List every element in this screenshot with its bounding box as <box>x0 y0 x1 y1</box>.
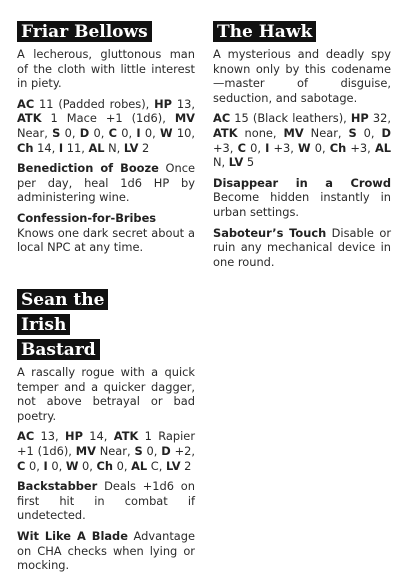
ability <box>17 479 195 523</box>
card-title: The Hawk <box>213 21 316 42</box>
ability-name: Benediction of Booze <box>17 161 159 176</box>
ability-text: Deals +1d6 on first hit in combat if undetected. <box>17 479 195 523</box>
ability <box>213 226 391 270</box>
ability-text: Become hidden instantly in urban settings. <box>213 190 391 219</box>
stat-block: AC 15 (Black leathers), HP 32, ATK none, MV Near, S 0, D +3, C 0, I +3, W 0, Ch +3, AL N, LV 5 <box>213 111 392 170</box>
ability <box>213 176 391 220</box>
stat-block: AC 13, HP 14, ATK 1 Rapier +1 (1d6), MV Near, S 0, D +2, C 0, I 0, W 0, Ch 0, AL C, LV 2 <box>17 429 195 473</box>
ability <box>17 529 195 573</box>
card-description: A mysterious and deadly spy known only by this codename—master of disguise, seduction, and sabotage. <box>213 47 391 105</box>
card-friar-bellows <box>17 20 195 261</box>
card-description: A rascally rogue with a quick temper and a quicker dagger, not above betrayal or bad poetry. <box>17 365 195 423</box>
card-sean-the-irish-bastard <box>17 288 195 579</box>
ability-name: Wit Like A Blade <box>17 528 128 543</box>
card-description: A lecherous, gluttonous man of the cloth with little interest in piety. <box>17 47 195 91</box>
ability <box>17 211 195 255</box>
ability <box>17 161 195 205</box>
card-the-hawk <box>213 20 391 275</box>
ability-name: Saboteur’s Touch <box>213 225 327 240</box>
ability-text: Once per day, heal 1d6 HP by administering wine. <box>17 161 195 205</box>
ability-text: Advantage on CHA checks when lying or mocking. <box>17 528 196 573</box>
stat-block: AC 11 (Padded robes), HP 13, ATK 1 Mace +1 (1d6), MV Near, S 0, D 0, C 0, I 0, W 10, Ch 14, I 11, AL N, LV 2 <box>17 96 195 155</box>
ability-name: Disappear in a Crowd <box>213 175 391 190</box>
ability-text: Knows one dark secret about a local NPC at any time. <box>17 225 195 255</box>
ability-text: Disable or ruin any mechanical device in one round. <box>213 225 391 269</box>
card-title: Friar Bellows <box>17 21 152 42</box>
card-title: Sean the Irish Bastard <box>17 289 108 360</box>
ability-name: Confession-for-Bribes <box>17 210 157 225</box>
ability-name: Backstabber <box>17 479 98 494</box>
